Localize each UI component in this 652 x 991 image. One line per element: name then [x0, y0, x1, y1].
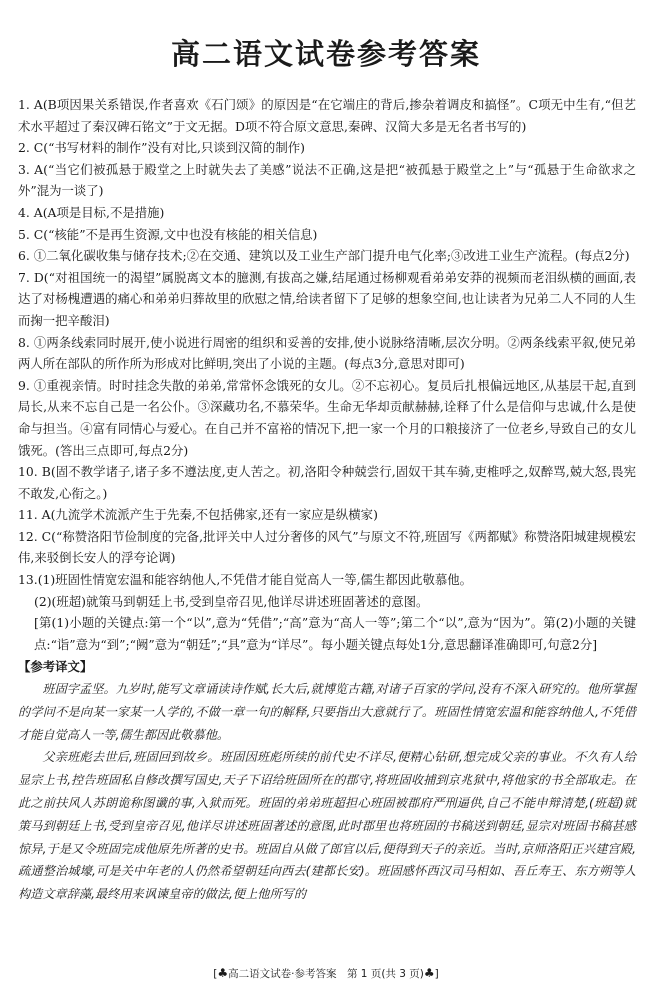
page-title: 高二语文试卷参考答案: [170, 37, 481, 71]
answer-3: 3. A(“当它们被孤悬于殿堂之上时就失去了美感”说法不正确,这是把“被孤悬于殿堂之上”与“孤悬于生命欲求之外”混为一谈了): [18, 161, 636, 199]
answer-9: 9. ①重视亲情。时时挂念失散的弟弟,常常怀念饿死的女儿。②不忘初心。复员后扎根偏远地区,从基层干起,直到局长,从来不忘自己是一名公仆。③深藏功名,不慕荣华。生命无华却贡献赫赫,诠释了什么是信仰与忠诚,什么是使命与担当。④富有同情心与爱心。在自己并不富裕的情况下,把一家一个月的口粮接济了一位老乡,导致自己的女儿饿死。(答出三点即可,每点2分): [18, 377, 636, 458]
club-icon: ♣: [423, 966, 435, 980]
footer-text: 高二语文试卷·参考答案 第 1 页(共 3 页): [228, 968, 424, 980]
answer-content: [18, 94, 636, 906]
answer-2: 2. C(“书写材料的制作”没有对比,只谈到汉简的制作): [18, 140, 305, 156]
answer-5: 5. C(“核能”不是再生资源,文中也没有核能的相关信息): [18, 226, 318, 242]
answer-6: 6. ①二氧化碳收集与储存技术;②在交通、建筑以及工业生产部门提升电气化率;③改进工业生产流程。(每点2分): [18, 248, 630, 264]
answer-13-number: 13.: [18, 572, 38, 588]
answer-11: 11. A(九流学术流派产生于先秦,不包括佛家,还有一家应是纵横家): [18, 507, 378, 523]
answer-13-part-1: (1)班固性情宽宏温和能容纳他人,不凭借才能自觉高人一等,儒生都因此敬慕他。: [37, 572, 473, 588]
answer-4: 4. A(A项是目标,不是措施): [18, 204, 165, 220]
answer-13-label: [18, 569, 636, 591]
answer-10: 10. B(固不教学诸子,诸子多不遵法度,吏人苦之。初,洛阳令种兢尝行,固奴干其车骑,吏椎呼之,奴醉骂,兢大怒,畏宪不敢发,心衔之。): [18, 464, 636, 501]
answer-1: 1. A(B项因果关系错误,作者喜欢《石门颂》的原因是“在它端庄的背后,掺杂着调皮和搞怪”。C项无中生有,“但艺术水平超过了秦汉碑石铭文”于文无据。D项不符合原文意思,秦碑、汉简大多是无名者书写的): [18, 97, 636, 134]
club-icon: ♣: [217, 966, 229, 980]
translation-paragraph-2: 父亲班彪去世后,班固回到故乡。班固因班彪所续的前代史不详尽,便精心钻研,想完成父亲的事业。不久有人给显宗上书,控告班固私自修改撰写国史,天子下诏给班固所在的郡守,将班固收捕到京兆狱中,将他家的书全部取走。在此之前扶风人苏朗诡称图谶的事,入狱而死。班固的弟弟班超担心班固被郡府严刑逼供,自己不能申辩清楚,(班超)就策马到朝廷上书,受到皇帝召见,他详尽讲述班固著述的意图,此时郡里也将班固的书稿送到朝廷,显宗对班固书稿甚感惊异,于是又令班固完成他原先所著的史书。班固自从做了郎官以后,便得到天子的亲近。当时,京师洛阳正兴建宫殿,疏通整治城壕,可是关中年老的人仍然希望朝廷向西去(建都长安)。班固感怀西汉司马相如、吾丘寿王、东方朔等人构造文章辞藻,最终用来讽谏皇帝的做法,便上他所写的: [18, 750, 636, 902]
answer-13-part-2: (2)(班超)就策马到朝廷上书,受到皇帝召见,他详尽讲述班固著述的意图。: [34, 593, 429, 609]
answer-13-scoring-key: [第(1)小题的关键点:第一个“以”,意为“凭借”;“高”意为“高人一等”;第二个“以”,意为“因为”。第(2)小题的关键点:“诣”意为“到”;“阙”意为“朝廷”;“具”意为“详尽”。每小题关键点每处1分,意思翻译准确即可,句意2分]: [34, 615, 636, 652]
answer-7: 7. D(“对祖国统一的渴望”属脱离文本的臆测,有拔高之嫌,结尾通过杨柳观看弟弟安莽的视频而老泪纵横的画面,表达了对杨槐遭遇的痛心和弟弟归葬故里的欣慰之情,给读者留下了足够的想象空间,也让读者为兄弟二人不同的人生而掬一把辛酸泪): [18, 269, 636, 328]
answer-8: 8. ①两条线索同时展开,使小说进行周密的组织和妥善的安排,使小说脉络清晰,层次分明。②两条线索平叙,使兄弟两人所在部队的所作所为形成对比鲜明,突出了小说的主题。(每点3分,意思对即可): [18, 334, 636, 372]
page-footer: [♣高二语文试卷·参考答案 第 1 页(共 3 页)♣]: [213, 966, 439, 980]
translation-paragraph-1: 班固字孟坚。九岁时,能写文章诵读诗作赋,长大后,就博览古籍,对诸子百家的学问,没有不深入研究的。他所掌握的学问不是向某一家某一人学的,不做一章一句的解释,只要指出大意就行了。班固性情宽宏温和能容纳他人,不凭借才能自觉高人一等,儒生都因此敬慕他。: [18, 682, 636, 742]
answer-12: 12. C(“称赞洛阳节俭制度的完备,批评关中人过分奢侈的风气”与原文不符,班固写《两都赋》称赞洛阳城建规模宏伟,来驳倒长安人的浮夸论调): [18, 528, 636, 566]
reference-translation-heading: 【参考译文】: [18, 659, 93, 675]
